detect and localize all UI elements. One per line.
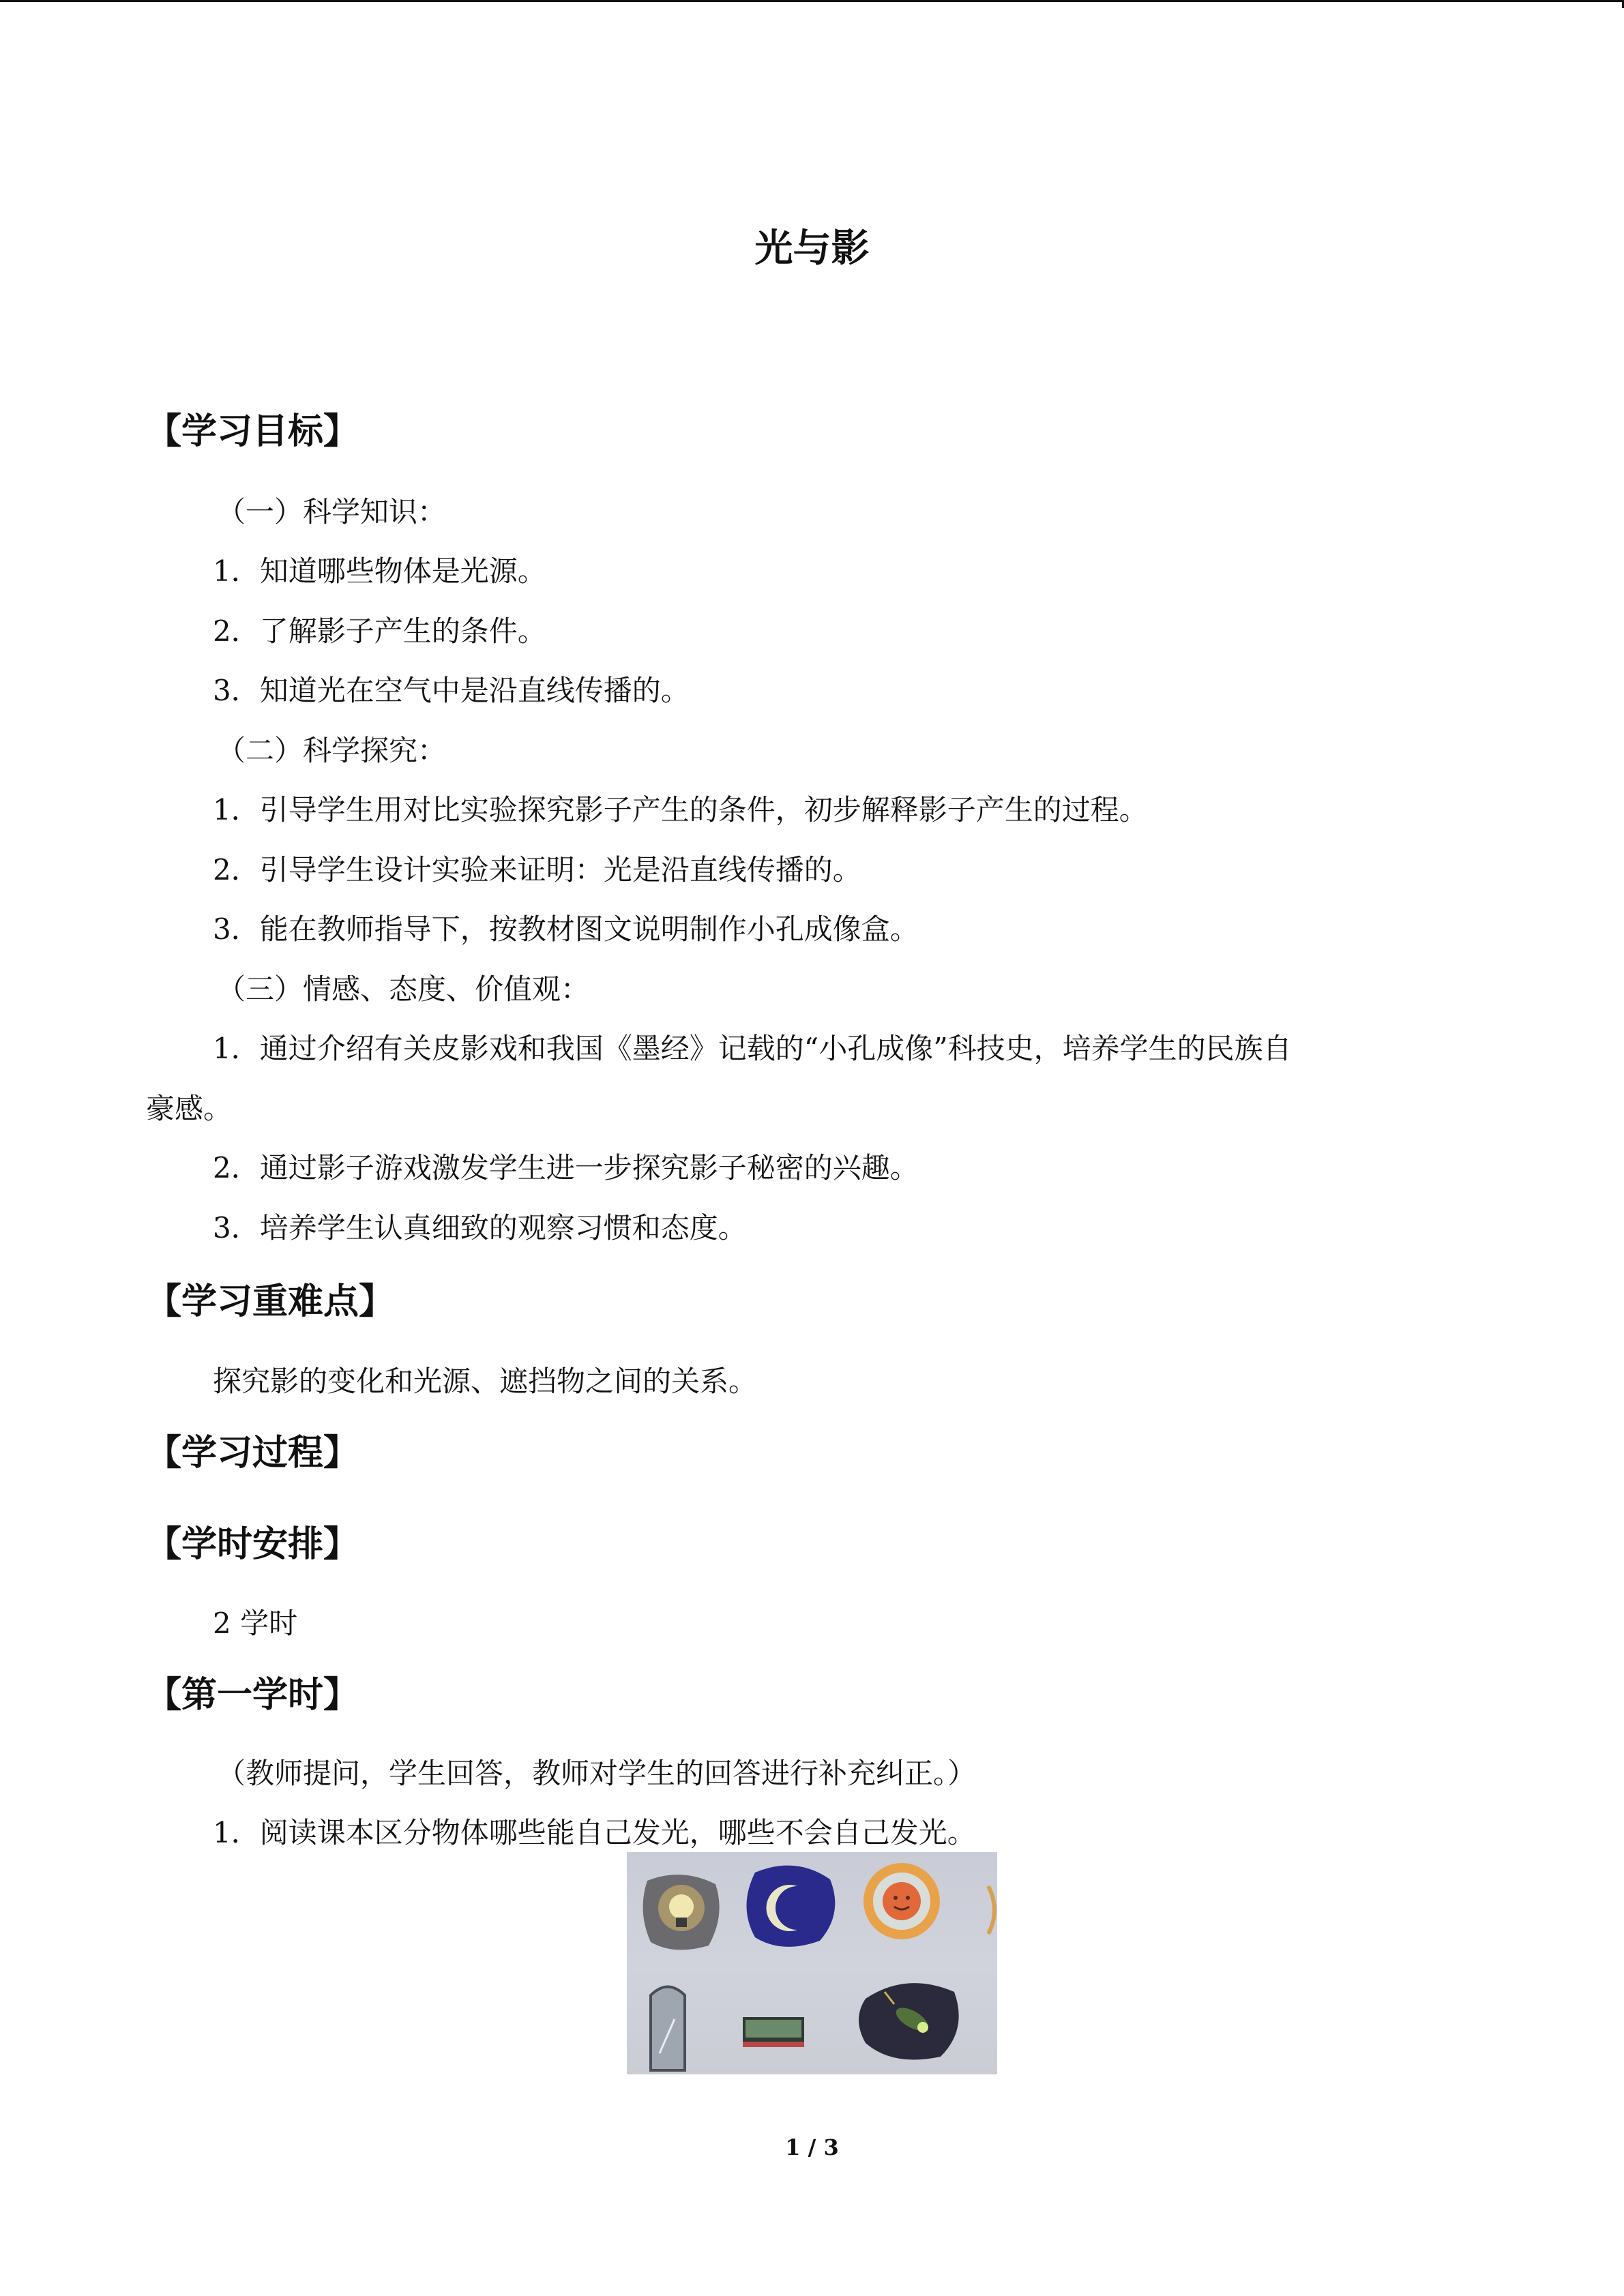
partial-item-icon [968, 1879, 997, 1941]
knowledge-item-2: 2．了解影子产生的条件。 [213, 614, 546, 648]
knowledge-item-3: 3．知道光在空气中是沿直线传播的。 [213, 674, 690, 707]
moon-icon [735, 1859, 844, 1954]
light-bulb-icon [634, 1867, 729, 1956]
light-source-figure [627, 1852, 997, 2074]
section-knowledge: （一）科学知识： [217, 495, 447, 528]
inquiry-item-3: 3．能在教师指导下，按教材图文说明制作小孔成像盒。 [213, 912, 919, 946]
page-title: 光与影 [754, 226, 870, 271]
mirror-icon [640, 1978, 695, 2074]
values-item-1-cont: 豪感。 [146, 1092, 233, 1125]
inquiry-item-1: 1．引导学生用对比实验探究影子产生的条件，初步解释影子产生的过程。 [213, 793, 1148, 826]
heading-learning-process: 【学习过程】 [146, 1433, 359, 1474]
heading-key-points: 【学习重难点】 [146, 1281, 395, 1322]
inquiry-item-2: 2．引导学生设计实验来证明：光是沿直线传播的。 [213, 853, 861, 886]
values-item-1: 1．通过介绍有关皮影戏和我国《墨经》记载的“小孔成像”科技史，培养学生的民族自 [213, 1032, 1292, 1065]
page-number: 1 / 3 [785, 2134, 839, 2160]
top-border [0, 0, 1624, 2]
teacher-note: （教师提问，学生回答，教师对学生的回答进行补充纠正。） [217, 1757, 977, 1790]
firefly-icon [852, 1971, 968, 2067]
schedule-text: 2 学时 [213, 1607, 298, 1640]
section-values: （三）情感、态度、价值观： [217, 972, 590, 1006]
heading-schedule: 【学时安排】 [146, 1524, 359, 1565]
heading-first-period: 【第一学时】 [146, 1675, 359, 1716]
values-item-2: 2．通过影子游戏激发学生进一步探究影子秘密的兴趣。 [213, 1151, 919, 1184]
key-points-text: 探究影的变化和光源、遮挡物之间的关系。 [213, 1365, 758, 1398]
question-1: 1．阅读课本区分物体哪些能自己发光，哪些不会自己发光。 [213, 1816, 976, 1849]
book-icon [736, 2009, 811, 2057]
values-item-3: 3．培养学生认真细致的观察习惯和态度。 [213, 1211, 747, 1244]
knowledge-item-1: 1．知道哪些物体是光源。 [213, 554, 546, 588]
section-inquiry: （二）科学探究： [217, 734, 447, 767]
sun-icon [851, 1855, 953, 1950]
heading-learning-goals: 【学习目标】 [146, 411, 359, 452]
